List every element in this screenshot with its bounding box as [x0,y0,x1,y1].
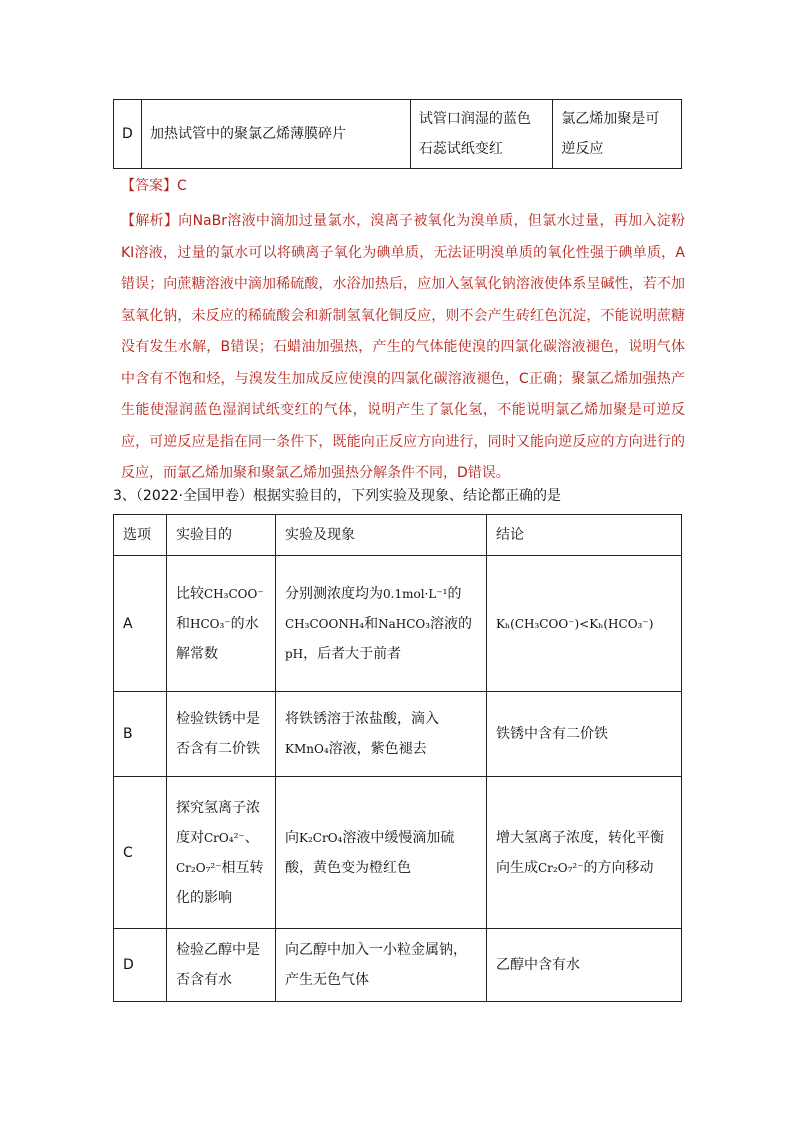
phenomenon-cell: 试管口润湿的蓝色石蕊试纸变红 [410,100,553,169]
experiment-cell: 加热试管中的聚氯乙烯薄膜碎片 [141,100,410,169]
text: 和 [176,615,190,632]
text: 的 [447,585,462,602]
formula: CrO₄²⁻ [204,830,245,845]
formula: Kₕ(CH₃COO⁻)<Kₕ(HCO₃⁻) [496,616,654,631]
formula: 0.1mol·L⁻¹ [383,586,448,601]
table-header-row [114,515,682,556]
text: 向 [285,829,299,846]
previous-question-table [113,99,682,169]
answer-tag: 【答案】 [121,178,177,194]
row-purpose [167,777,276,929]
formula: K₂CrO₄ [299,830,343,845]
text: 溶液的 [430,615,473,632]
formula: Cr₂O₇²⁻ [176,860,222,875]
row-conclusion [487,556,682,692]
row-experiment [276,777,487,929]
analysis-tag: 【解析】 [121,213,179,229]
header-conclusion: 结论 [487,515,682,556]
text: 和 [364,615,379,632]
row-option: A [114,556,167,692]
row-experiment [276,556,487,692]
text: 的水解常数 [176,615,259,662]
formula: KMnO₄ [285,742,329,756]
text: 溶液中缓慢滴加硫酸，黄色变为橙红色 [285,829,455,876]
row-conclusion: 铁锈中含有二价铁 [487,692,682,777]
row-experiment [276,692,487,777]
answer-line [121,174,187,198]
question-stem: 3、（2022·全国甲卷）根据实验目的，下列实验及现象、结论都正确的是 [113,488,561,504]
question-table [113,514,682,1002]
text: 探究氢离子浓度对 [176,799,260,846]
row-purpose: 检验乙醇中是否含有水 [167,929,276,1002]
table-row [114,777,682,929]
row-option: D [114,929,167,1002]
text: 的方向移动 [583,859,654,876]
analysis-paragraph [121,206,685,490]
analysis-text: 向NaBr溶液中滴加过量氯水，溴离子被氧化为溴单质，但氯水过量，再加入淀粉KI溶液，过量的氯水可以将碘离子氧化为碘单质，无法证明溴单质的氧化性强于碘单质，A错误；向蔗糖溶液中滴加稀硫酸，水浴加热后，应加入氢氧化钠溶液使体系呈碱性，若不加氢氧化钠，未反应的稀硫酸会和新制氢氧化铜反应，则不会产生砖红色沉淀，不能说明蔗糖没有发生水解，B错误；石蜡油加强热，产生的气体能使溴的四氯化碳溶液褪色，说明气体中含有不饱和烃，与溴发生加成反应使溴的四氯化碳溶液褪色，C正确；聚氯乙烯加强热产生能使湿润蓝色湿润试纸变红的气体，说明产生了氯化氢，不能说明氯乙烯加聚是可逆反应，可逆反应是指在同一条件下，既能向正反应方向进行，同时又能向逆反应的方向进行的反应，而氯乙烯加聚和聚氯乙烯加强热分解条件不同，D错误。 [121,213,686,481]
header-option: 选项 [114,515,167,556]
table-row [114,692,682,777]
text: 增大氢离子浓度，转化平衡向生成 [496,829,664,876]
text: 、 [244,829,259,846]
option-label: D [114,100,142,169]
table-row [114,556,682,692]
row-conclusion [487,777,682,929]
formula: Cr₂O₇²⁻ [538,860,584,875]
row-option: C [114,777,167,929]
row-option: B [114,692,167,777]
formula: pH [285,646,304,661]
conclusion-cell: 氯乙烯加聚是可逆反应 [553,100,682,169]
text: 分别测浓度均为 [285,585,383,602]
text: 溶液，紫色褪去 [328,741,427,757]
row-experiment: 向乙醇中加入一小粒金属钠，产生无色气体 [276,929,487,1002]
formula: HCO₃⁻ [190,616,231,631]
header-purpose: 实验目的 [167,515,276,556]
text: 相互转化的影响 [176,859,264,906]
text: ，后者大于前者 [303,645,402,662]
answer-value: C [177,178,187,194]
row-purpose [167,556,276,692]
header-experiment: 实验及现象 [276,515,487,556]
row-conclusion: 乙醇中含有水 [487,929,682,1002]
text: 将铁锈溶于浓盐酸，滴入 [285,711,439,727]
text: 比较 [176,585,204,602]
formula: CH₃COONH₄ [285,616,365,631]
table-row [114,929,682,1002]
formula: CH₃COO⁻ [204,586,264,601]
row-purpose: 检验铁锈中是否含有二价铁 [167,692,276,777]
table-row [114,100,682,169]
formula: NaHCO₃ [378,616,431,631]
